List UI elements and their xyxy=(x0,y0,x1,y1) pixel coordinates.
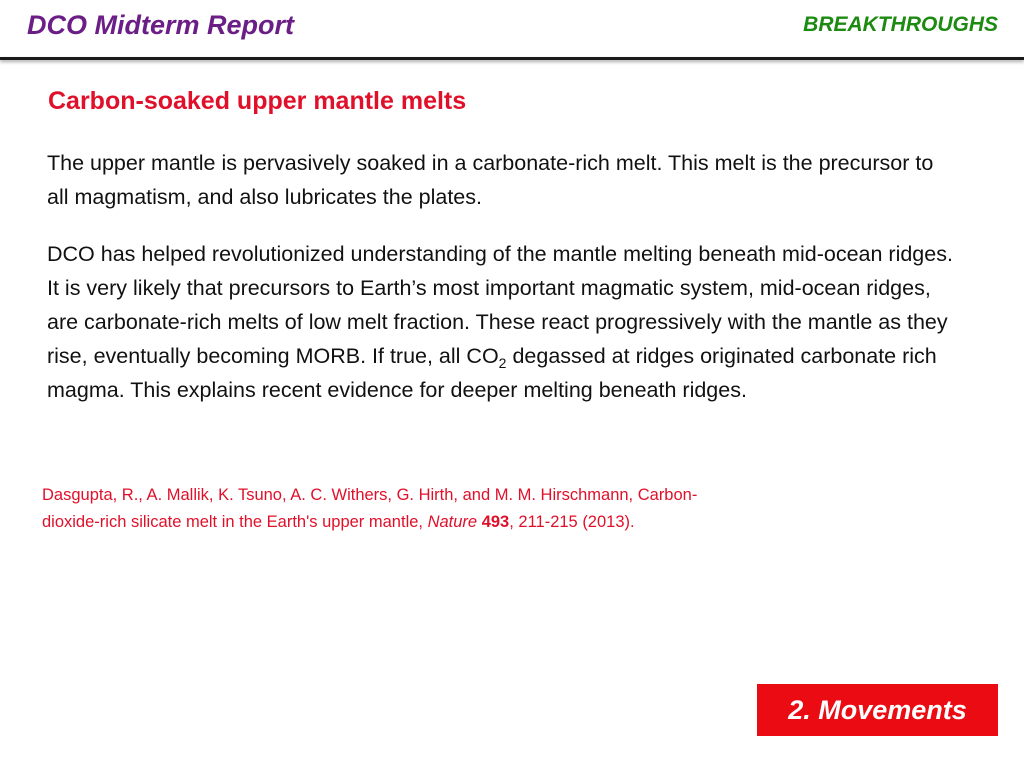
citation-authors-title: Dasgupta, R., A. Mallik, K. Tsuno, A. C. Withers, G. Hirth, and M. M. Hirschmann, Carbon-dioxide-rich silicate melt in the Earth's upper mantle, xyxy=(42,486,698,531)
slide-heading: Carbon-soaked upper mantle melts xyxy=(48,87,467,115)
body-paragraph-1: The upper mantle is pervasively soaked in a carbonate-rich melt. This melt is the precursor to all magmatism, and also lubricates the plates. xyxy=(47,151,934,209)
citation-journal: Nature xyxy=(427,513,478,531)
paragraph-2-text-a: DCO has helped revolutionized understanding of the mantle melting beneath mid-ocean ridges. It is very likely that precursors to Earth’s most important magmatic system, mid-ocean ridges, are carbonate-rich melts of low melt fraction. These react progressively with the mantle as they rise, eventually becoming MORB. If true, all CO xyxy=(47,242,953,368)
citation-pages-year: , 211-215 (2013). xyxy=(509,513,635,531)
citation-volume: 493 xyxy=(481,513,510,531)
co2-subscript: 2 xyxy=(498,355,507,371)
reference-citation xyxy=(42,482,742,536)
body-paragraph-2 xyxy=(47,237,957,407)
section-tag: BREAKTHROUGHS xyxy=(803,13,998,36)
paragraph-2-text-b: degassed at ridges originated carbonate rich magma. This explains recent evidence for deeper melting beneath ridges. xyxy=(47,344,937,402)
header-divider xyxy=(0,57,1024,60)
movements-badge-button[interactable]: 2. Movements xyxy=(757,684,998,736)
report-title: DCO Midterm Report xyxy=(27,10,295,40)
